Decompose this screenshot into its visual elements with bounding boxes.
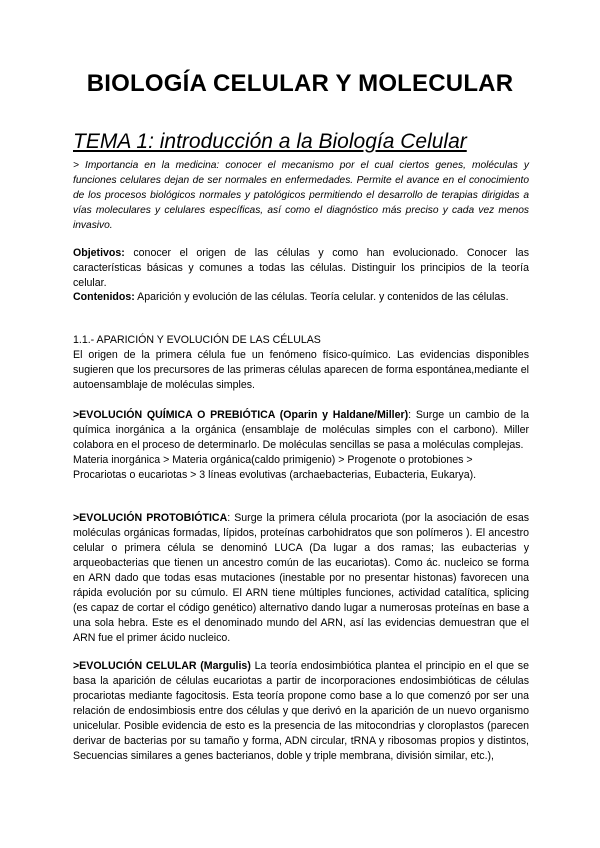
contents-label: Contenidos: (73, 291, 135, 303)
cellular-evolution-heading: >EVOLUCIÓN CELULAR (Margulis) (73, 660, 251, 672)
chemical-evolution-sequence: Materia inorgánica > Materia orgánica(caldo primigenio) > Progenote o protobiones > Procariotas o eucariotas > 3 líneas evolutivas (archaebacterias, Eubacteria, Eukarya). (73, 454, 477, 481)
cellular-evolution-paragraph (73, 659, 529, 764)
protobiotic-paragraph (73, 511, 529, 646)
section-protobiotic-evolution (73, 511, 529, 646)
document-title: BIOLOGÍA CELULAR Y MOLECULAR (86, 70, 514, 97)
section-cellular-evolution (73, 659, 529, 764)
section-1-1-text: El origen de la primera célula fue un fenómeno físico-químico. Las evidencias disponibles sugieren que los precursores de las primeras células aparecen de forma espontánea,mediante el autoensamblaje de moléculas simples. (73, 349, 529, 391)
chemical-evolution-text: : Surge un cambio de la química inorgánica a la orgánica (ensamblaje de moléculas simples con el carbono). Miller colabora en el proceso de determinarlo. De moléculas sencillas se pasa a moléculas complejas. (73, 409, 529, 451)
contents-text: Aparición y evolución de las células. Teoría celular. y contenidos de las células. (134, 291, 509, 303)
protobiotic-text: : Surge la primera célula procariota (por la asociación de esas moléculas orgánicas formadas, lípidos, proteínas carbohidratos que son polímeros ). El ancestro celular o primera célula se denominó LUCA (Da lugar a dos ramas; las eubacterias y arqueobacterias que tienen un ancestro común de las eucariotas). Como ác. nucleico se forma en ARN dado que todas esas mutaciones (inestable por no presentar histonas) favorecen una rápida evolución por su cúmulo. El ARN tiene múltiples funciones, actividad catalítica, splicing (es capaz de cortar el código genético) alternativo dando lugar a numerosas proteínas en base a una sola hebra. Este es el denominado mundo del ARN, así las evidencias demuestran que el ARN fue el primer ácido nucleico. (73, 512, 530, 644)
objectives-paragraph (73, 246, 529, 291)
contents-paragraph (73, 290, 529, 305)
protobiotic-heading: >EVOLUCIÓN PROTOBIÓTICA (73, 512, 228, 524)
cellular-evolution-text: La teoría endosimbiótica plantea el principio en el que se basa la aparición de células eucariotas a partir de incorporaciones endosimbióticas de células procariotas mediante fagocitosis. Esta teoría propone como base a lo que comenzó por ser una relación de endosimbiosis entre dos células y que derivó en la aparición de un nuevo organismo unicelular. Posible evidencia de esto es la presencia de las mitocondrias y cloroplastos (parecen derivar de bacterias por su tamaño y forma, ADN circular, tRNA y ribosomas propios y distintos, Secuencias similares a genes bacterianos, doble y triple membrana, división similar, etc.), (73, 660, 529, 762)
section-1-1-heading: 1.1.- APARICIÓN Y EVOLUCIÓN DE LAS CÉLULAS (73, 334, 321, 346)
section-chemical-evolution (73, 408, 529, 483)
topic-heading: TEMA 1: introducción a la Biología Celular (73, 130, 467, 153)
objectives-text: conocer el origen de las células y como han evolucionado. Conocer las características básicas y comunes a todas las células. Distinguir los principios de la teoría celular. (73, 247, 529, 289)
section-1-1 (73, 333, 529, 393)
chemical-evolution-paragraph (73, 408, 529, 453)
objectives-label: Objetivos: (73, 247, 125, 259)
chemical-evolution-heading: >EVOLUCIÓN QUÍMICA O PREBIÓTICA (Oparin y Haldane/Miller) (73, 409, 409, 421)
intro-paragraph: > Importancia en la medicina: conocer el mecanismo por el cual ciertos genes, moléculas y funciones celulares dejan de ser normales en enfermedades. Permite el avance en el conocimiento de los procesos biológicos normales y patológicos permitiendo el desarrollo de terapias dirigidas a vías moleculares y celulares específicas, así como el diagnóstico más preciso y cada vez menos invasivo. (73, 160, 529, 231)
